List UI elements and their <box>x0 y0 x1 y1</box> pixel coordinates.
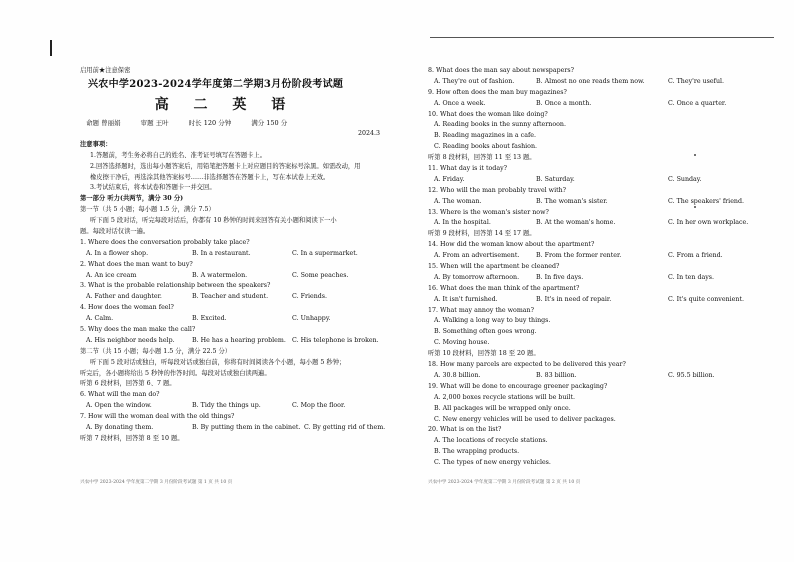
section2-instr: 听完后，各小题将给出 5 秒钟的作答时间。每段对话或独白读两遍。 <box>80 369 271 377</box>
options <box>428 295 768 306</box>
section1-heading: 第一节（共 5 小题；每小题 1.5 分，满分 7.5） <box>80 206 215 214</box>
option: A. Calm. <box>86 315 114 323</box>
option: C. The speakers' friend. <box>668 197 745 205</box>
option: A. In a flower shop. <box>86 249 149 257</box>
question: 10. What does the woman like doing? <box>428 110 548 118</box>
options <box>80 249 410 260</box>
question: 18. How many parcels are expected to be delivered this year? <box>428 361 626 369</box>
section2-instr: 听下面 5 段对话或独白，听每段对话或独白前，你将有时间阅读各个小题，每小题 5 秒钟； <box>90 358 346 366</box>
option: A. 30.8 billion. <box>434 371 481 379</box>
option: A. Reading books in the sunny afternoon. <box>434 121 566 129</box>
option: B. All packages will be wrapped only once. <box>434 404 571 412</box>
option: C. New energy vehicles will be used to deliver packages. <box>434 415 616 423</box>
option: B. In a restaurant. <box>192 249 251 257</box>
note-line: 3.考试结束后，将本试卷和答题卡一并交回。 <box>90 184 216 192</box>
option: A. Friday. <box>434 175 465 183</box>
option: B. Reading magazines in a cafe. <box>434 132 537 140</box>
option: B. By putting them in the cabinet. <box>192 424 301 432</box>
option: A. Once a week. <box>434 99 486 107</box>
option: C. Some peaches. <box>292 271 349 279</box>
options <box>428 99 768 110</box>
question: 2. What does the man want to buy? <box>80 260 193 268</box>
option: B. Saturday. <box>536 175 575 183</box>
binding-mark <box>50 40 52 56</box>
option: C. In a supermarket. <box>292 249 358 257</box>
option: B. 83 billion. <box>536 371 577 379</box>
options <box>428 251 768 262</box>
option: C. It's quite convenient. <box>668 295 744 303</box>
options <box>80 423 410 434</box>
scan-speck <box>694 154 696 156</box>
scan-speck <box>694 206 696 208</box>
option: C. By getting rid of them. <box>304 424 386 432</box>
note-line: 1.答题前，考生务必将自己的姓名、准考证号填写在答题卡上。 <box>90 151 267 159</box>
option: A. In the hospital. <box>434 219 491 227</box>
option: C. Unhappy. <box>292 315 331 323</box>
option: C. Moving house. <box>434 339 490 347</box>
footer-right: 兴农中学 2023-2024 学年度第二学期 3 月份阶段考试题 第 2 页 共 10 页 <box>428 480 581 485</box>
subject-title: 高 二 英 语 <box>154 96 296 113</box>
note-line: 橡皮擦干净后，再选涂其他答案标号……非选择题答在答题卡上，写在本试卷上无效。 <box>90 173 330 181</box>
exam-meta <box>80 117 410 129</box>
option: A. 2,000 boxes recycle stations will be built. <box>434 393 575 401</box>
option: A. Open the window. <box>86 402 152 410</box>
section1-instr: 题。每段对话仅读一遍。 <box>80 228 150 236</box>
options <box>428 77 768 88</box>
part1-heading: 第一部分 听力(共两节，满分 30 分) <box>80 195 184 203</box>
options <box>428 273 768 284</box>
option: C. 95.5 billion. <box>668 371 715 379</box>
note-line: 2.回答选择题时，选出每小题答案后，用铅笔把答题卡上对应题目的答案标号涂黑。如需改动，用 <box>90 162 361 170</box>
section1-instr: 听下面 5 段对话，听完每段对话后，你都有 10 秒钟的时间来回答有关小题和阅读下一小 <box>90 217 337 225</box>
option: B. From the former renter. <box>536 252 622 260</box>
option: C. From a friend. <box>668 252 723 260</box>
question: 3. What is the probable relationship between the speakers? <box>80 282 271 290</box>
options <box>428 175 768 186</box>
option: B. Almost no one reads them now. <box>536 77 645 85</box>
option: B. Tidy the things up. <box>192 402 261 410</box>
options <box>428 218 768 229</box>
set-instruction: 听第 7 段材料，回答第 8 至 10 题。 <box>80 434 184 442</box>
setter: 命题 曾丽娟 <box>86 118 121 127</box>
option: C. Reading books about fashion. <box>434 143 538 151</box>
option: B. In five days. <box>536 273 584 281</box>
right-column <box>428 66 768 469</box>
notes-heading: 注意事项： <box>80 140 112 148</box>
question: 8. What does the man say about newspapers? <box>428 67 574 74</box>
option: B. He has a hearing problem. <box>192 336 286 344</box>
option: C. Friends. <box>292 293 328 301</box>
option: A. By donating them. <box>86 424 154 432</box>
question: 14. How did the woman know about the apartment? <box>428 241 595 249</box>
option: B. It's in need of repair. <box>536 295 612 303</box>
option: A. The woman. <box>434 197 482 205</box>
question: 19. What will be done to encourage greener packaging? <box>428 382 608 390</box>
option: C. Sunday. <box>668 175 702 183</box>
question: 6. What will the man do? <box>80 391 160 399</box>
duration: 时长 120 分钟 <box>188 118 232 127</box>
question: 4. How does the woman feel? <box>80 304 174 312</box>
option: C. His telephone is broken. <box>292 336 379 344</box>
option: A. Father and daughter. <box>86 293 162 301</box>
set-instruction: 听第 9 段材料，回答第 14 至 17 题。 <box>428 230 536 238</box>
option: B. The woman's sister. <box>536 197 608 205</box>
option: B. Once a month. <box>536 99 592 107</box>
option: A. The locations of recycle stations. <box>434 437 548 445</box>
option: A. An ice cream <box>86 271 137 279</box>
question: 9. How often does the man buy magazines? <box>428 88 567 96</box>
question: 7. How will the woman deal with the old things? <box>80 413 235 421</box>
options <box>80 401 410 412</box>
option: A. His neighbor needs help. <box>86 336 175 344</box>
score: 满分 150 分 <box>251 118 288 127</box>
option: C. They're useful. <box>668 77 725 85</box>
question: 12. Who will the man probably travel with? <box>428 186 567 194</box>
option: C. In ten days. <box>668 273 715 281</box>
option: A. They're out of fashion. <box>434 77 515 85</box>
left-column <box>80 66 410 445</box>
section2-heading: 第二节（共 15 小题；每小题 1.5 分，满分 22.5 分） <box>80 347 232 355</box>
option: C. In her own workplace. <box>668 219 749 227</box>
footer-left: 兴农中学 2023-2024 学年度第二学期 3 月份阶段考试题 第 1 页 共 10 页 <box>80 480 233 485</box>
options <box>80 336 410 347</box>
option: B. Excited. <box>192 315 227 323</box>
option: A. From an advertisement. <box>434 252 520 260</box>
options <box>428 197 768 208</box>
question: 17. What may annoy the woman? <box>428 306 534 314</box>
option: C. Once a quarter. <box>668 99 727 107</box>
option: B. Something often goes wrong. <box>434 328 537 336</box>
question: 1. Where does the conversation probably take place? <box>80 238 250 246</box>
options <box>428 371 768 382</box>
options <box>80 271 410 282</box>
question: 15. When will the apartment be cleaned? <box>428 263 560 271</box>
option: A. It isn't furnished. <box>434 295 498 303</box>
set-instruction: 听第 10 段材料，回答第 18 至 20 题。 <box>428 350 540 358</box>
option: B. A watermelon. <box>192 271 248 279</box>
secret-label: 启用前★注意保密 <box>80 67 131 74</box>
question: 16. What does the man think of the apartment? <box>428 284 580 292</box>
option: B. Teacher and student. <box>192 293 269 301</box>
question: 20. What is on the list? <box>428 426 502 434</box>
exam-title: 兴农中学2023-2024学年度第二学期3月份阶段考试题 <box>88 78 344 90</box>
option: A. Walking a long way to buy things. <box>434 317 551 325</box>
option: B. The wrapping products. <box>434 448 520 456</box>
question: 13. Where is the woman's sister now? <box>428 208 549 216</box>
option: C. The types of new energy vehicles. <box>434 459 551 467</box>
options <box>80 314 410 325</box>
option: C. Mop the floor. <box>292 402 346 410</box>
question: 11. What day is it today? <box>428 165 508 173</box>
top-rule <box>430 37 774 38</box>
reviewer: 审题 王叶 <box>140 118 169 127</box>
option: A. By tomorrow afternoon. <box>434 273 520 281</box>
options <box>80 292 410 303</box>
exam-date: 2024.3 <box>357 129 380 137</box>
question: 5. Why does the man make the call? <box>80 326 196 334</box>
option: B. At the woman's home. <box>536 219 616 227</box>
set-instruction: 听第 8 段材料，回答第 11 至 13 题。 <box>428 154 536 162</box>
set-instruction: 听第 6 段材料，回答第 6、7 题。 <box>80 380 176 388</box>
